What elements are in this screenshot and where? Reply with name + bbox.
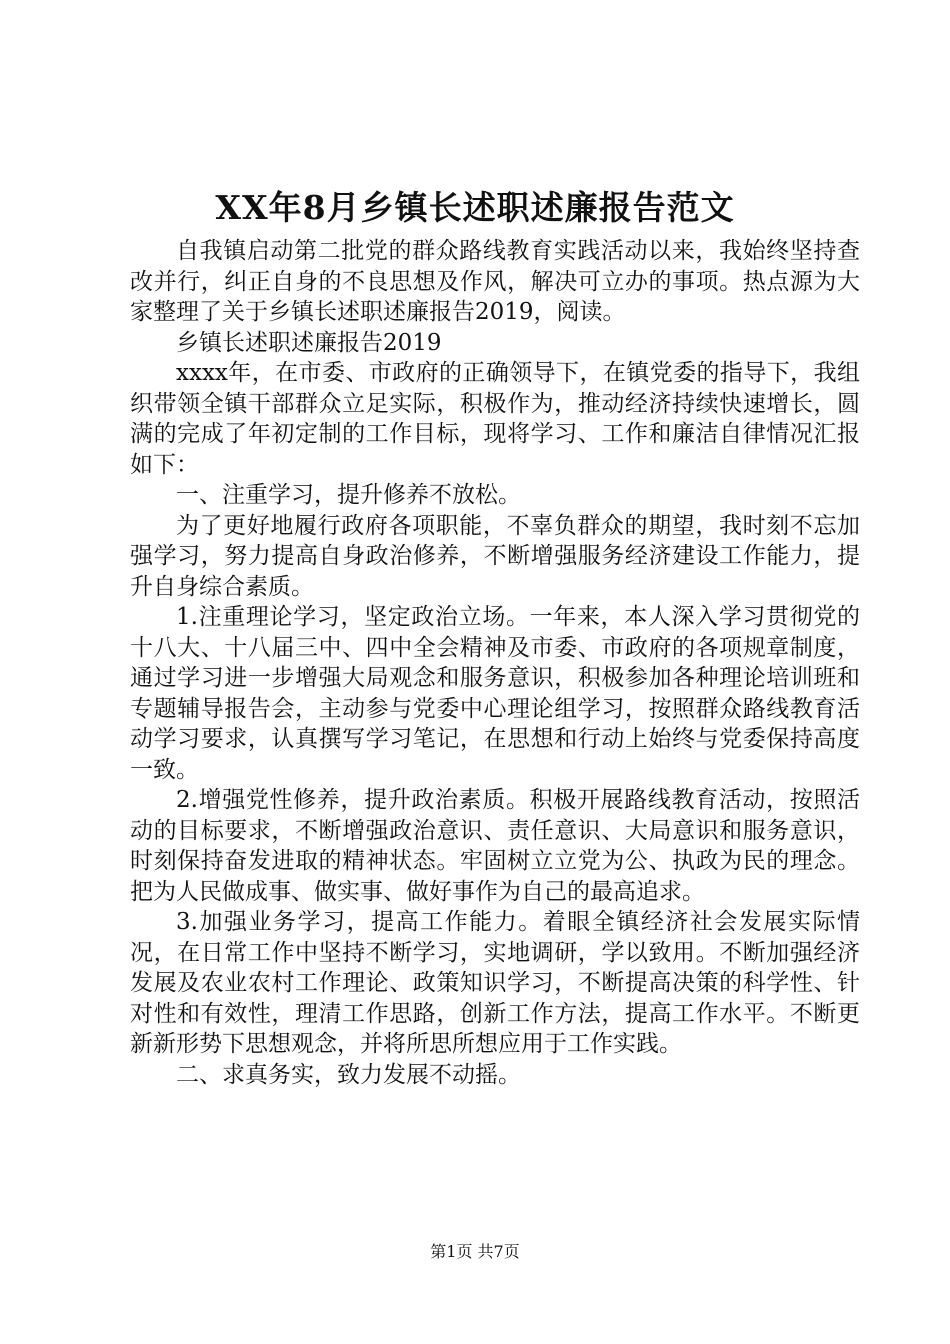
paragraph-item-2: 2.增强党性修养，提升政治素质。积极开展路线教育活动，按照活动的目标要求，不断增强政治意识、责任意识、大局意识和服务意识，时刻保持奋发进取的精神状态。牢固树立立党为公、执政为民的理念。把为人民做成事、做实事、做好事作为自己的最高追求。 (130, 787, 860, 905)
paragraph-subtitle: 乡镇长述职述廉报告2019 (176, 329, 442, 356)
page-number: 第1页 共7页 (430, 1242, 520, 1261)
document-body (130, 236, 860, 1090)
paragraph-intro: 自我镇启动第二批党的群众路线教育实践活动以来，我始终坚持查改并行，纠正自身的不良思想及作风，解决可立办的事项。热点源为大家整理了关于乡镇长述职述廉报告2019，阅读。 (130, 238, 860, 325)
document-title: XX年8月乡镇长述职述廉报告范文 (215, 188, 735, 227)
paragraph-item-1: 1.注重理论学习，坚定政治立场。一年来，本人深入学习贯彻党的十八大、十八届三中、四中全会精神及市委、市政府的各项规章制度，通过学习进一步增强大局观念和服务意识，积极参加各种理论培训班和专题辅导报告会，主动参与党委中心理论组学习，按照群众路线教育活动学习要求，认真撰写学习笔记，在思想和行动上始终与党委保持高度一致。 (130, 604, 860, 783)
paragraph-section-1-intro: 为了更好地履行政府各项职能，不辜负群众的期望，我时刻不忘加强学习，努力提高自身政治修养，不断增强服务经济建设工作能力，提升自身综合素质。 (130, 512, 860, 600)
paragraph-overview: xxxx年，在市委、市政府的正确领导下，在镇党委的指导下，我组织带领全镇干部群众立足实际，积极作为，推动经济持续快速增长，圆满的完成了年初定制的工作目标，现将学习、工作和廉洁自律情况汇报如下： (130, 360, 860, 478)
paragraph-item-3: 3.加强业务学习，提高工作能力。着眼全镇经济社会发展实际情况，在日常工作中坚持不断学习，实地调研，学以致用。不断加强经济发展及农业农村工作理论、政策知识学习，不断提高决策的科学性、针对性和有效性，理清工作思路，创新工作方法，提高工作水平。不断更新新形势下思想观念，并将所思所想应用于工作实践。 (130, 909, 860, 1057)
section-heading-1: 一、注重学习，提升修养不放松。 (176, 482, 521, 508)
section-heading-2: 二、求真务实，致力发展不动摇。 (176, 1061, 521, 1088)
